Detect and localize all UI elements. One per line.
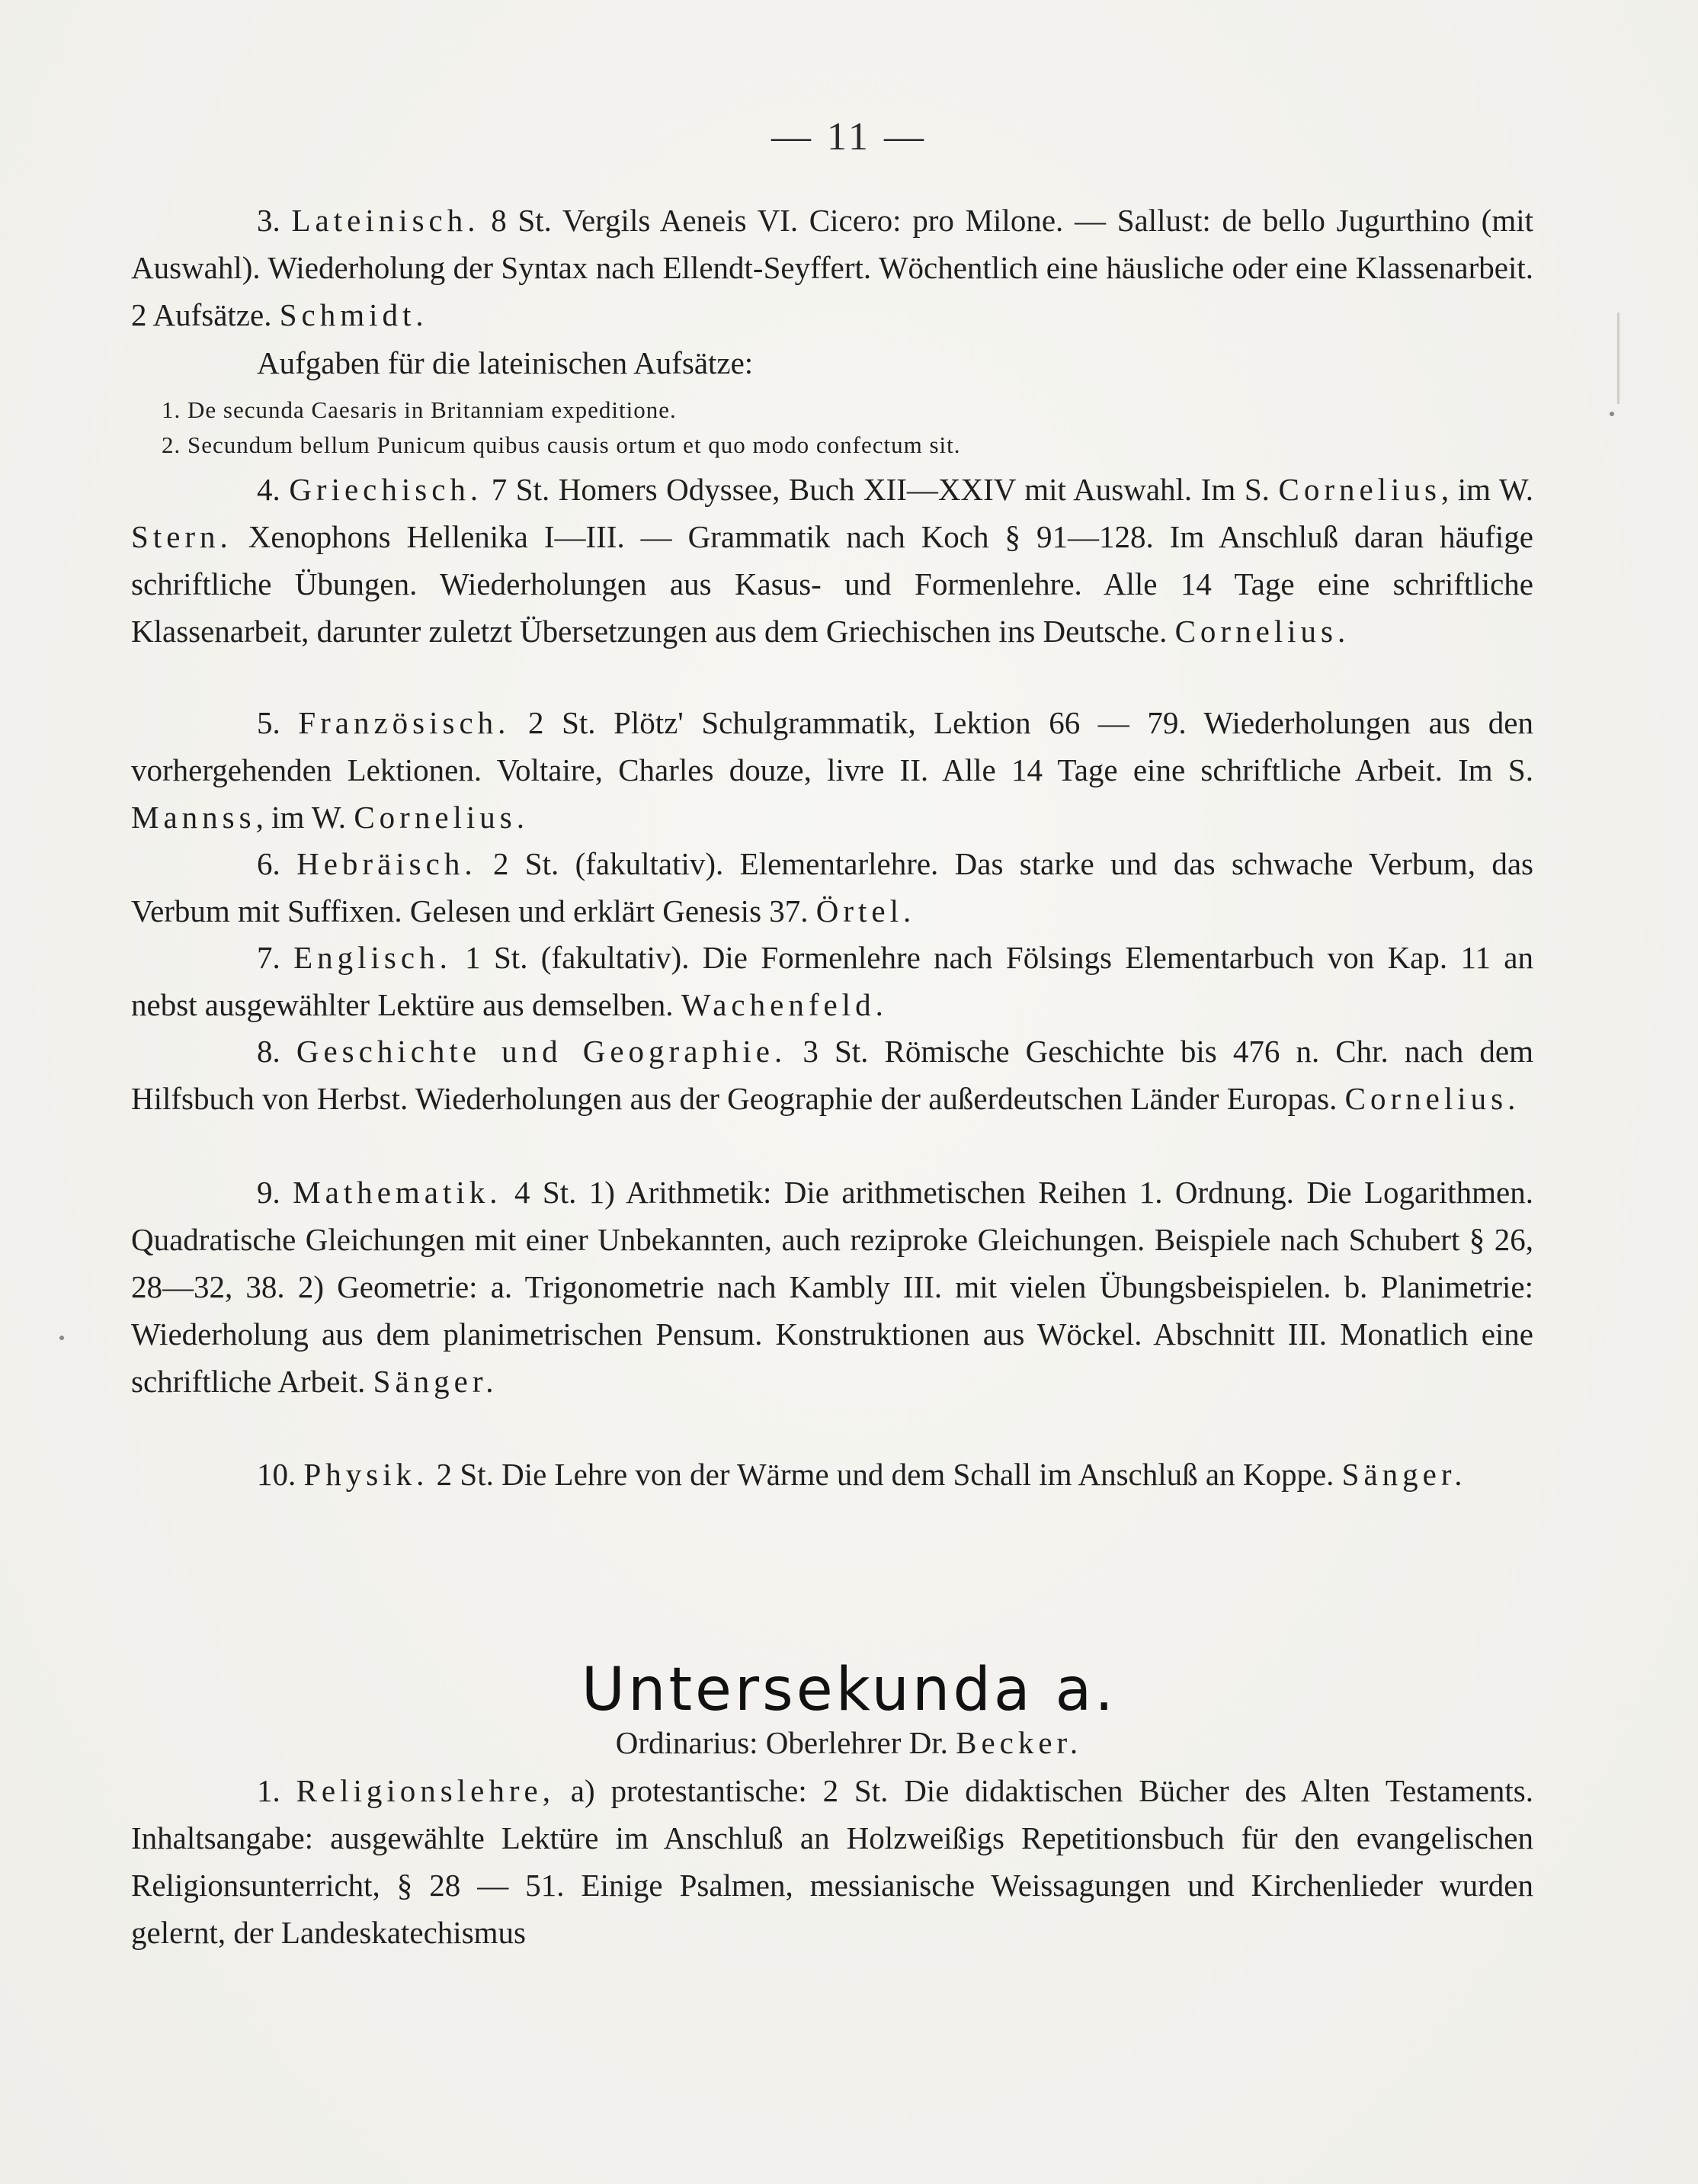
ordinarius-prefix: Ordinarius: Oberlehrer Dr.	[615, 1725, 956, 1760]
teacher-name: Örtel.	[815, 893, 916, 928]
section-physik	[131, 1451, 1533, 1498]
subject-name: Religionslehre,	[296, 1773, 555, 1808]
teacher-name: Cornelius	[1278, 472, 1441, 507]
paragraph-physik	[131, 1451, 1533, 1498]
paragraph-englisch	[131, 934, 1533, 1028]
section-body: 2 St. Plötz' Schulgrammatik, Lektion 66 — 79. Wiederholungen aus den vorhergehenden Lektionen. Voltaire, Charles douze, livre II. Alle 14 Tage eine schriftliche Arbeit. Im S.	[131, 705, 1534, 787]
subject-name: Französisch.	[298, 705, 511, 740]
section-number: 4.	[257, 472, 290, 507]
aufgaben-list	[131, 393, 1533, 463]
teacher-name: Cornelius.	[354, 800, 529, 835]
aufgaben-block	[131, 339, 1533, 463]
ordinarius-name: Becker.	[956, 1725, 1083, 1760]
section-body: 4 St. 1) Arithmetik: Die arithmetischen Reihen 1. Ordnung. Die Logarithmen. Quadratische Gleichungen mit einer Unbekannten, auch reziproke Gleichungen. Beispiele nach Schubert § 26, 28—32, 38. 2) Geometrie: a. Trigonometrie nach Kambly III. mit vielen Übungsbeispielen. b. Planimetrie: Wiederholung aus dem planimetrischen Pensum. Konstruktionen aus Wöckel. Abschnitt III. Monatlich eine schriftliche Arbeit.	[131, 1175, 1533, 1399]
subject-name: Englisch.	[293, 940, 452, 975]
section-body: 1 St. (fakultativ). Die Formenlehre nach Fölsings Elementarbuch von Kap. 11 an nebst ausgewählter Lektüre aus demselben.	[131, 940, 1533, 1022]
subject-name: Mathematik.	[293, 1175, 502, 1210]
section-hebraeisch	[131, 840, 1533, 935]
paragraph-mathematik	[131, 1169, 1533, 1405]
section-body: 8 St. Vergils Aeneis VI. Cicero: pro Milone. — Sallust: de bello Jugurthino (mit Auswahl). Wiederholung der Syntax nach Ellendt-Seyffert. Wöchentlich eine häusliche oder eine Klassenarbeit. 2 Aufsätze.	[131, 203, 1534, 332]
teacher-name: Sänger.	[373, 1364, 498, 1399]
paragraph-lateinisch	[131, 197, 1533, 338]
section-body: 2 St. Die Lehre von der Wärme und dem Schall im Anschluß an Koppe.	[428, 1457, 1342, 1492]
section-number: 8.	[257, 1034, 296, 1069]
teacher-name: Cornelius.	[1174, 614, 1350, 649]
subject-name: Griechisch.	[289, 472, 483, 507]
ordinarius-line	[0, 1724, 1698, 1761]
section-body: Xenophons Hellenika I—III. — Grammatik nach Koch § 91—128. Im Anschluß daran häufige schriftliche Übungen. Wiederholungen aus Kasus- und Formenlehre. Alle 14 Tage eine schriftliche Klassenarbeit, darunter zuletzt Übersetzungen aus dem Griechischen ins Deutsche.	[131, 519, 1533, 649]
aufgabe-item: 1. De secunda Caesaris in Britanniam expeditione.	[162, 396, 677, 423]
subject-name: Lateinisch.	[291, 203, 480, 238]
section-number: 9.	[257, 1175, 293, 1210]
section-franzoesisch	[131, 699, 1533, 841]
section-body: , im W.	[1440, 472, 1534, 507]
section-geschichte	[131, 1028, 1533, 1122]
class-heading: Untersekunda a.	[581, 1656, 1117, 1724]
speck	[1610, 412, 1614, 416]
subject-name: Hebräisch.	[296, 846, 477, 881]
aufgaben-intro: Aufgaben für die lateinischen Aufsätze:	[257, 345, 754, 380]
section-number: 3.	[257, 203, 292, 238]
subject-name: Physik.	[303, 1457, 429, 1492]
section-body: 3 St. Römische Geschichte bis 476 n. Chr. nach dem Hilfsbuch von Herbst. Wiederholungen aus der Geographie der außerdeutschen Länder Europas.	[131, 1034, 1534, 1116]
section-number: 7.	[257, 940, 294, 975]
paragraph-hebraeisch	[131, 840, 1533, 935]
section-griechisch	[131, 466, 1533, 655]
teacher-name: Schmidt.	[279, 297, 428, 332]
section-number: 1.	[257, 1773, 296, 1808]
section-religion	[131, 1767, 1533, 1956]
paragraph-franzoesisch	[131, 699, 1533, 841]
subject-name: Geschichte und Geographie.	[296, 1034, 787, 1069]
section-lateinisch	[131, 197, 1533, 338]
section-number: 5.	[257, 705, 299, 740]
teacher-name: Mannss	[131, 800, 256, 835]
paragraph-religion	[131, 1767, 1533, 1956]
teacher-name: Cornelius.	[1344, 1081, 1520, 1116]
teacher-name: Wachenfeld.	[681, 987, 888, 1022]
section-mathematik	[131, 1169, 1533, 1405]
teacher-name: Sänger.	[1341, 1457, 1467, 1492]
speck	[59, 1336, 64, 1340]
page-number: — 11 —	[771, 115, 927, 159]
margin-mark	[1617, 313, 1620, 404]
section-number: 6.	[257, 846, 297, 881]
section-englisch	[131, 934, 1533, 1028]
section-body: a) protestantische: 2 St. Die didaktischen Bücher des Alten Testaments. Inhaltsangabe: ausgewählte Lektüre im Anschluß an Holzweißigs Repetitionsbuch für den evangelischen Religionsunterricht, § 28 — 51. Einige Psalmen, messianische Weissagungen und Kirchenlieder wurden gelernt, der Landeskatechismus	[131, 1773, 1533, 1950]
paragraph-geschichte	[131, 1028, 1533, 1122]
teacher-name: Stern.	[131, 519, 232, 554]
paragraph-griechisch	[131, 466, 1533, 655]
section-body: 2 St. (fakultativ). Elementarlehre. Das starke und das schwache Verbum, das Verbum mit Suffixen. Gelesen und erklärt Genesis 37.	[131, 846, 1534, 928]
section-body: , im W.	[255, 800, 354, 835]
section-number: 10.	[257, 1457, 304, 1492]
section-body: 7 St. Homers Odyssee, Buch XII—XXIV mit Auswahl. Im S.	[482, 472, 1279, 507]
aufgabe-item: 2. Secundum bellum Punicum quibus causis ortum et quo modo confectum sit.	[162, 431, 961, 458]
